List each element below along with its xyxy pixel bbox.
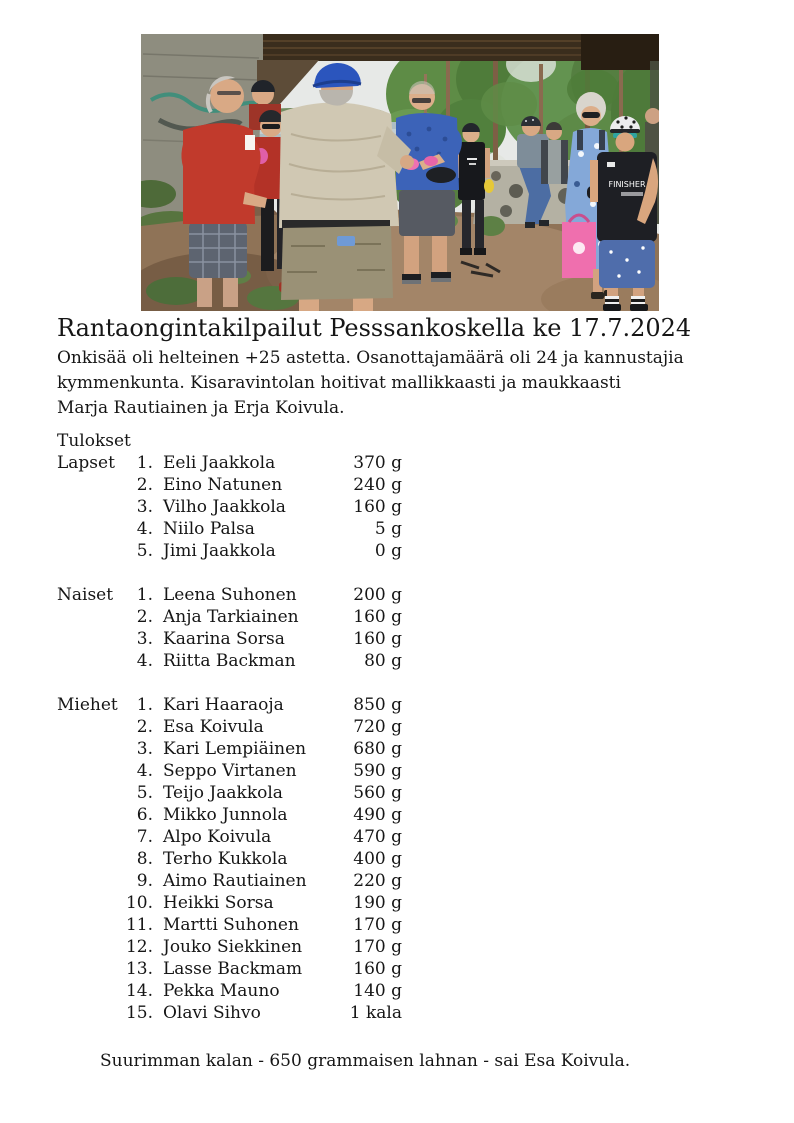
category-spacer: [57, 892, 115, 914]
rank: 1.: [136, 453, 153, 473]
rank: 7.: [136, 827, 153, 847]
competitor-name: Heikki Sorsa: [163, 893, 274, 913]
competitor-name: Kari Lempiäinen: [163, 739, 307, 759]
rank: 14.: [125, 981, 153, 1001]
category-spacer: [57, 958, 115, 980]
weight: 220 g: [353, 871, 402, 891]
result-row: [57, 606, 402, 628]
rank: 9.: [136, 871, 153, 891]
result-row: [57, 826, 402, 848]
weight: 170 g: [353, 937, 402, 957]
competitor-name: Pekka Mauno: [163, 981, 280, 1001]
rank: 2.: [136, 717, 153, 737]
results-block: [57, 430, 767, 1024]
result-row: [57, 782, 402, 804]
category-spacer: [57, 760, 115, 782]
weight: 5 g: [374, 519, 402, 539]
rank: 3.: [136, 629, 153, 649]
rank: 12.: [125, 937, 153, 957]
result-row: [57, 650, 402, 672]
weight: 170 g: [353, 915, 402, 935]
result-row: [57, 716, 402, 738]
result-row: [57, 804, 402, 826]
competitor-name: Kaarina Sorsa: [163, 629, 285, 649]
weight: 850 g: [353, 695, 402, 715]
competitor-name: Niilo Palsa: [163, 519, 255, 539]
weight: 680 g: [353, 739, 402, 759]
intro-paragraph: [57, 346, 767, 421]
rank: 2.: [136, 475, 153, 495]
result-row: [57, 694, 402, 716]
rank: 2.: [136, 607, 153, 627]
category-label: Naiset: [57, 585, 114, 605]
boy-shirt-text: FINISHER: [608, 180, 646, 189]
result-row: [57, 474, 402, 496]
category-label: Miehet: [57, 695, 118, 715]
competitor-name: Aimo Rautiainen: [163, 871, 307, 891]
intro-line: Marja Rautiainen ja Erja Koivula.: [57, 398, 345, 418]
rank: 5.: [136, 783, 153, 803]
weight: 160 g: [353, 629, 402, 649]
result-row: [57, 760, 402, 782]
weight: 240 g: [353, 475, 402, 495]
category-spacer: [57, 738, 115, 760]
category-spacer: [57, 914, 115, 936]
competitor-name: Jouko Siekkinen: [163, 937, 303, 957]
rank: 6.: [136, 805, 153, 825]
weight: 160 g: [353, 497, 402, 517]
rank: 10.: [125, 893, 153, 913]
result-row: [57, 452, 402, 474]
competitor-name: Esa Koivula: [163, 717, 264, 737]
category-spacer: [57, 804, 115, 826]
competitor-name: Alpo Koivula: [163, 827, 272, 847]
result-row: [57, 870, 402, 892]
weight: 400 g: [353, 849, 402, 869]
page-title: Rantaongintakilpailut Pesssankoskella ke 17.7.2024: [57, 314, 692, 342]
category-spacer: [57, 716, 115, 738]
weight: 370 g: [353, 453, 402, 473]
weight: 590 g: [353, 761, 402, 781]
weight: 0 g: [374, 541, 402, 561]
competitor-name: Olavi Sihvo: [163, 1003, 261, 1023]
rank: 11.: [125, 915, 153, 935]
weight: 140 g: [353, 981, 402, 1001]
results-heading: Tulokset: [57, 431, 131, 451]
category-label: Lapset: [57, 453, 115, 473]
rank: 15.: [125, 1003, 153, 1023]
result-row: [57, 738, 402, 760]
weight: 720 g: [353, 717, 402, 737]
competitor-name: Lasse Backmam: [163, 959, 303, 979]
weight: 1 kala: [349, 1003, 402, 1023]
result-row: [57, 540, 402, 562]
intro-line: Onkisää oli helteinen +25 astetta. Osanottajamäärä oli 24 ja kannustajia: [57, 348, 684, 368]
category-spacer: [57, 980, 115, 1002]
result-row: [57, 914, 402, 936]
weight: 490 g: [353, 805, 402, 825]
rank: 4.: [136, 651, 153, 671]
category-spacer: [57, 826, 115, 848]
rank: 4.: [136, 519, 153, 539]
weight: 200 g: [353, 585, 402, 605]
rank: 3.: [136, 739, 153, 759]
result-row: [57, 628, 402, 650]
result-row: [57, 518, 402, 540]
result-row: [57, 980, 402, 1002]
competitor-name: Terho Kukkola: [163, 849, 288, 869]
result-row: [57, 848, 402, 870]
intro-line: kymmenkunta. Kisaravintolan hoitivat mallikkaasti ja maukkaasti: [57, 373, 621, 393]
competitor-name: Jimi Jaakkola: [163, 541, 276, 561]
result-row: [57, 584, 402, 606]
results-section-miehet: [57, 694, 767, 1024]
category-spacer: [57, 782, 115, 804]
competitor-name: Leena Suhonen: [163, 585, 297, 605]
rank: 1.: [136, 695, 153, 715]
rank: 4.: [136, 761, 153, 781]
event-photo-illustration: [141, 34, 659, 311]
competitor-name: Mikko Junnola: [163, 805, 288, 825]
document-body: [57, 312, 767, 1073]
result-row: [57, 892, 402, 914]
category-spacer: [57, 518, 115, 540]
rank: 5.: [136, 541, 153, 561]
competitor-name: Vilho Jaakkola: [163, 497, 286, 517]
closing-line: Suurimman kalan - 650 grammaisen lahnan - sai Esa Koivula.: [100, 1051, 631, 1071]
category-spacer: [57, 870, 115, 892]
category-spacer: [57, 936, 115, 958]
result-row: [57, 958, 402, 980]
weight: 80 g: [364, 651, 402, 671]
competitor-name: Kari Haaraoja: [163, 695, 284, 715]
competitor-name: Anja Tarkiainen: [163, 607, 299, 627]
category-spacer: [57, 606, 115, 628]
event-photo: [141, 34, 659, 311]
result-row: [57, 496, 402, 518]
result-row: [57, 1002, 402, 1024]
weight: 160 g: [353, 607, 402, 627]
competitor-name: Eino Natunen: [163, 475, 283, 495]
rank: 3.: [136, 497, 153, 517]
rank: 1.: [136, 585, 153, 605]
results-section-lapset: [57, 452, 767, 562]
result-row: [57, 936, 402, 958]
results-section-naiset: [57, 584, 767, 672]
weight: 190 g: [353, 893, 402, 913]
category-spacer: [57, 1002, 115, 1024]
category-spacer: [57, 628, 115, 650]
category-spacer: [57, 540, 115, 562]
competitor-name: Riitta Backman: [163, 651, 296, 671]
category-spacer: [57, 496, 115, 518]
weight: 560 g: [353, 783, 402, 803]
competitor-name: Eeli Jaakkola: [163, 453, 276, 473]
rank: 13.: [125, 959, 153, 979]
competitor-name: Seppo Virtanen: [163, 761, 297, 781]
weight: 470 g: [353, 827, 402, 847]
category-spacer: [57, 848, 115, 870]
weight: 160 g: [353, 959, 402, 979]
competitor-name: Martti Suhonen: [163, 915, 299, 935]
competitor-name: Teijo Jaakkola: [163, 783, 283, 803]
category-spacer: [57, 474, 115, 496]
category-spacer: [57, 650, 115, 672]
rank: 8.: [136, 849, 153, 869]
